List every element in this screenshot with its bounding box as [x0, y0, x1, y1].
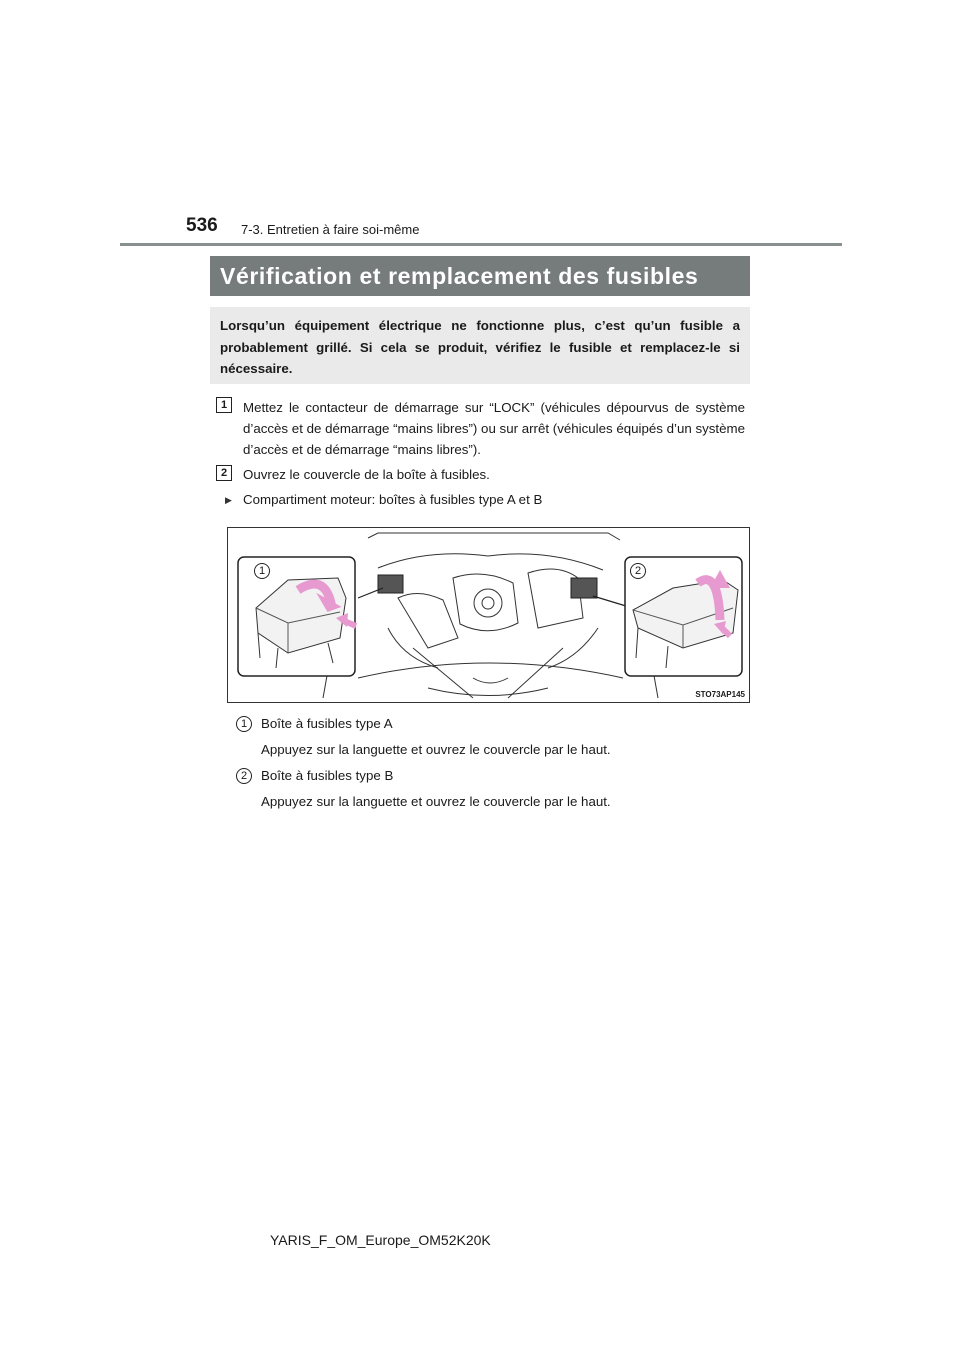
footer-code: YARIS_F_OM_Europe_OM52K20K	[270, 1232, 491, 1248]
step-text-1: Mettez le contacteur de démarrage sur “LOCK” (véhicules dépourvus de système d’accès et de démarrage “mains libres”) ou sur arrêt (véhicules équipés d’un système d’accès et de démarrage “mains libres”).	[243, 400, 745, 457]
page-title: Vérification et remplacement des fusibles	[210, 256, 750, 296]
bullet-text: Compartiment moteur: boîtes à fusibles type A et B	[243, 492, 543, 507]
item-description-1: Appuyez sur la languette et ouvrez le couvercle par le haut.	[261, 742, 611, 757]
item-description-2: Appuyez sur la languette et ouvrez le couvercle par le haut.	[261, 794, 611, 809]
engine-figure	[227, 527, 750, 703]
callout-2-in-figure: 2	[630, 563, 646, 579]
step-text-2: Ouvrez le couvercle de la boîte à fusibles.	[243, 467, 490, 482]
item-title-1: Boîte à fusibles type A	[261, 716, 393, 731]
header-rule	[120, 243, 842, 246]
triangle-bullet-icon: ▶	[225, 495, 232, 505]
figure-code: STO73AP145	[695, 690, 745, 699]
intro-box: Lorsqu’un équipement électrique ne fonctionne plus, c’est qu’un fusible a probablement grillé. Si cela se produit, vérifiez le fusible et remplacez-le si nécessaire.	[210, 307, 750, 384]
page-number: 536	[186, 215, 218, 236]
step-number-1: 1	[216, 397, 232, 413]
item-number-2: 2	[236, 768, 252, 784]
callout-1-in-figure: 1	[254, 563, 270, 579]
section-label: 7-3. Entretien à faire soi-même	[241, 222, 420, 237]
step-number-2: 2	[216, 465, 232, 481]
item-number-1: 1	[236, 716, 252, 732]
item-title-2: Boîte à fusibles type B	[261, 768, 394, 783]
engine-compartment-illustration	[228, 528, 750, 703]
